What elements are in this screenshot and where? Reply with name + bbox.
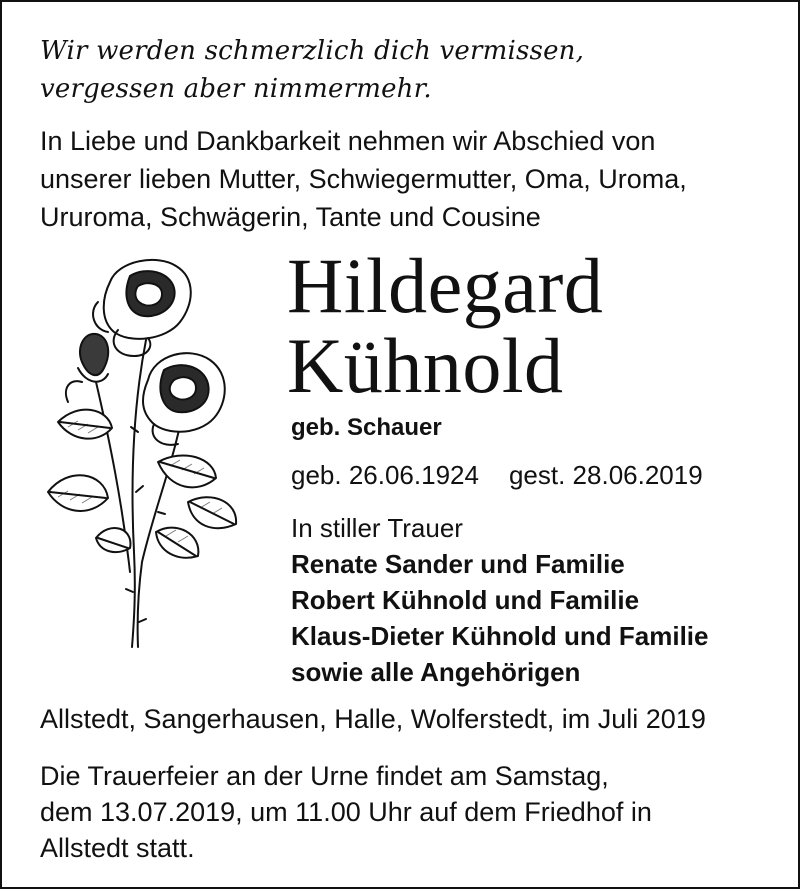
- first-name: Hildegard: [287, 242, 604, 329]
- intro-line: unserer lieben Mutter, Schwiegermutter, Oma, Uroma,: [40, 164, 687, 194]
- motto-line: Wir werden schmerzlich dich vermissen,: [40, 36, 585, 66]
- mourner-entry: Klaus-Dieter Kühnold und Familie: [291, 621, 709, 651]
- roses-illustration-icon: [38, 252, 278, 662]
- mourner-entry: Robert Kühnold und Familie: [291, 585, 640, 615]
- mourner-entry: sowie alle Angehörigen: [291, 657, 581, 687]
- last-name: Kühnold: [287, 322, 564, 409]
- deceased-name: [287, 242, 787, 409]
- memorial-motto: [40, 32, 760, 108]
- place-and-date: Allstedt, Sangerhausen, Halle, Wolferstedt, im Juli 2019: [40, 704, 706, 734]
- funeral-info: [40, 758, 780, 866]
- birth-date: geb. 26.06.1924: [291, 460, 479, 490]
- funeral-line: Allstedt statt.: [40, 833, 195, 863]
- mourning-label: In stiller Trauer: [291, 513, 463, 543]
- mourner-entry: Renate Sander und Familie: [291, 549, 625, 579]
- life-dates: [291, 460, 771, 491]
- funeral-line: Die Trauerfeier an der Urne findet am Samstag,: [40, 761, 609, 791]
- mourners-block: [291, 510, 781, 690]
- farewell-intro: [40, 122, 780, 236]
- death-date: gest. 28.06.2019: [508, 460, 703, 490]
- funeral-line: dem 13.07.2019, um 11.00 Uhr auf dem Friedhof in: [40, 797, 652, 827]
- intro-line: In Liebe und Dankbarkeit nehmen wir Abschied von: [40, 126, 656, 156]
- intro-line: Ururoma, Schwägerin, Tante und Cousine: [40, 202, 541, 232]
- motto-line: vergessen aber nimmermehr.: [40, 74, 432, 104]
- maiden-name: geb. Schauer: [291, 414, 442, 441]
